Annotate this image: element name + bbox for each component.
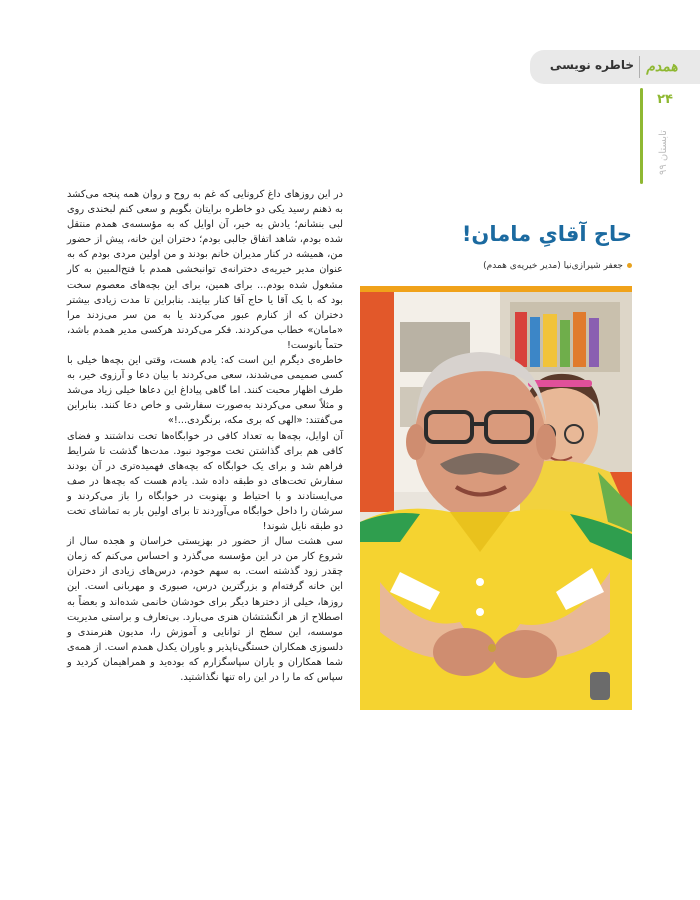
section-label: خاطره نویسی: [549, 58, 634, 72]
article-body: [67, 187, 343, 685]
article-photo: [360, 286, 632, 710]
article-byline: [362, 261, 632, 271]
article-title: حاج آقایِ مامان!: [461, 222, 632, 246]
photo-illustration: [360, 292, 632, 710]
paragraph: آن اوایل، بچه‌ها به تعداد کافی در خوابگاه‌ها تخت نداشتند و فضای کافی هم برای گذاشتن تخت موجود نبود. مدت‌ها گذشت تا شرایط فراهم شد و برای یک خوابگاه که بچه‌های فهمیده‌تری در آن بودند سفارش تخت‌های دو طبقه داده شد. یادم هست که بچه‌ها در صف می‌ایستادند و با احتیاط و بهنوبت در خوابگاه را باز می‌کردند و سرشان را داخل خوابگاه می‌آوردند تا برای اولین بار به تماشای تخت دو طبقه نایل شوند!: [67, 430, 343, 533]
paragraph: در این روزهای داغ کرونایی که غم به روح و روان همه پنجه می‌کشد به ذهنم رسید یکی دو خاطره برایتان بگویم و سعی کنم لبخندی روی لبی بنشانم؛ یادش به خیر، آن اوایل که به مؤسسه‌ی همدم منتقل شده بودم، شاهد اتفاق جالبی بودم؛ دختران این خانه، پیش از حضور من، همیشه در کنار مدیران خانم بودند و من اولین مردی بودم که به عنوان مدیر خیریه‌ی دخترانه‌ی توانبخشی همدم با فتح‌المبین به کار مشغول شده بودم... برای همین، برای این بچه‌های معصوم سخت بود که با یک آقا یا حاج آقا کنار بیایند. بنابراین تا مدت زیادی بیشتر دختران که از کنارم عبور می‌کردند یا به من سر می‌زدند مرا «مامان» خطاب می‌کردند. فکر می‌کردند هرکسی مدیر همدم باشد، حتماً بانوست!: [67, 189, 343, 351]
paragraph: سی هشت سال از حضور در بهزیستی خراسان و هجده سال از شروع کار من در این مؤسسه می‌گذرد و احساس می‌کنم که زمان چقدر زود گذشته است. به سهم خودم، درس‌های زیادی از دختران این خانه گرفته‌ام و بزرگترین درس، صبوری و مهربانی است. این روزها، خیلی از دخترها دیگر برای خودشان خانمی شده‌اند و بعضاً به اصطلاح از هر انگشتشان هنری می‌بارد. بی‌تعارف و براستی مدیریت موسسه، این سطح از توانایی و آموزش را، مدیون هنرمندی و دلسوزی همکاران خستگی‌ناپذیر و یاوران یکدل همدم است. از همه‌ی شما همکاران و یاران سپاسگزارم که بوده‌ید و همراهیمان کردید و سپاس که ما را در این راه تنها نگذاشتید.: [67, 536, 343, 683]
accent-line: [640, 88, 643, 184]
bullet-icon: [627, 263, 632, 268]
header-divider: [639, 56, 640, 78]
issue-season: تابستان ۹۹: [658, 130, 669, 176]
author-name: جعفر شیرازی‌نیا (مدیر خیریه‌ی همدم): [483, 261, 623, 271]
magazine-logo: همدم: [646, 59, 678, 75]
page-number: ۲۴: [657, 92, 673, 107]
paragraph: خاطره‌ی دیگرم این است که: یادم هست، وقتی این بچه‌ها خیلی با کسی صمیمی می‌شدند، سعی می‌کردند با بیان دعا و آرزوی خیر، به طرف اظهار محبت کنند. اما گاهی پیاداغ این دعاها خیلی زیاد می‌شد و مثلاً سعی می‌کردند به‌صورت سفارشی و خاص دعا کنند. بنابراین می‌گفتند: «الهی که بری مکه، برنگردی...!»: [67, 355, 343, 427]
